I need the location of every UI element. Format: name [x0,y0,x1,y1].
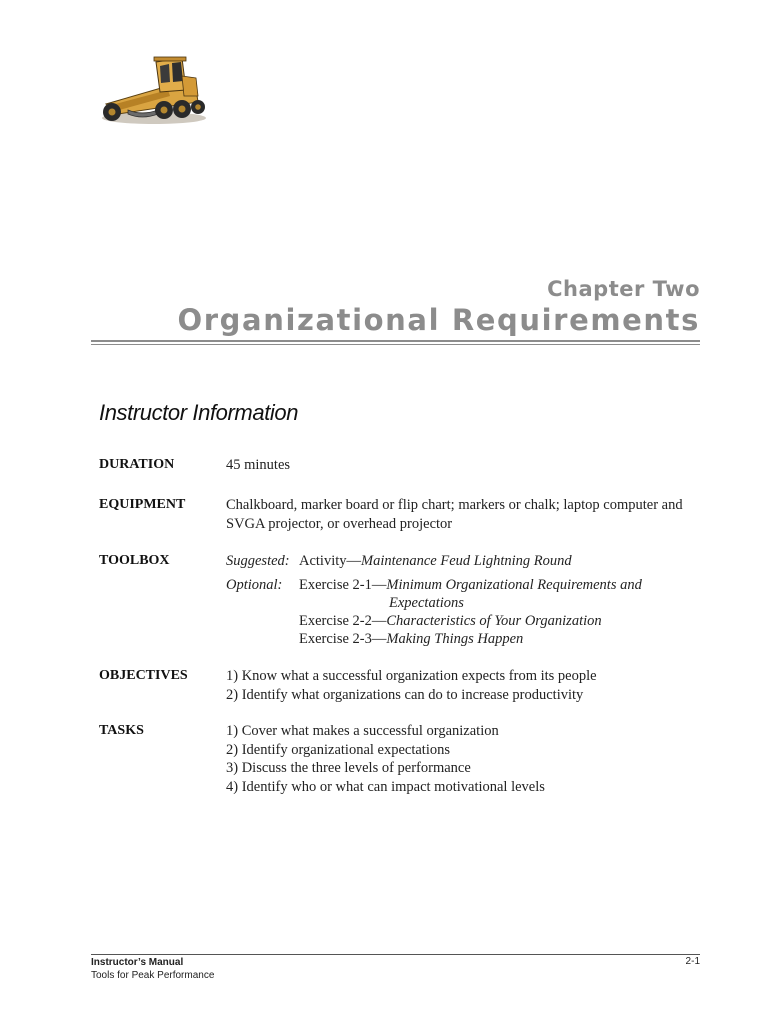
footer-book: Tools for Peak Performance [91,970,215,981]
objective-item: 1) Know what a successful organization expects from its people [226,668,597,684]
exercise-main: Exercise 2-1— [299,577,387,593]
task-item: 3) Discuss the three levels of performance [226,760,471,776]
suggested-activity [299,552,572,571]
chapter-label: Chapter Two [547,277,700,301]
duration-label: DURATION [99,457,175,472]
exercise-main: Exercise 2-2— [299,613,387,629]
exercise-title: Characteristics of Your Organization [386,613,602,629]
objective-item: 2) Identify what organizations can do to increase productivity [226,686,584,703]
equipment-label: EQUIPMENT [99,497,186,512]
suggested-prefix: Suggested: [226,553,290,569]
motor-grader-icon [98,52,208,128]
page-number: 2-1 [685,956,700,967]
equipment-value [226,496,706,533]
optional-prefix: Optional: [226,577,283,593]
duration-value: 45 minutes [226,457,291,473]
exercise-item [299,576,642,595]
equipment-line: SVGA projector, or overhead projector [226,515,453,532]
toolbox-value [226,552,706,648]
footer-rule [91,954,700,955]
exercise-item [299,612,602,631]
toolbox-label: TOOLBOX [99,553,170,568]
section-heading: Instructor Information [99,400,299,425]
suggested-main: Activity— [299,553,362,569]
task-item: 1) Cover what makes a successful organization [226,723,499,739]
objectives-value [226,667,706,704]
exercise-main: Exercise 2-3— [299,631,387,647]
task-item: 4) Identify who or what can impact motivational levels [226,778,545,795]
tasks-value [226,722,706,796]
objectives-label: OBJECTIVES [99,668,188,683]
toolbox-suggested [226,552,706,570]
footer-left [91,956,214,982]
toolbox-exercise-cont [226,594,706,612]
chapter-title: Organizational Requirements [177,303,700,337]
task-item: 2) Identify organizational expectations [226,741,450,758]
exercise-title: Making Things Happen [386,631,524,647]
footer-manual: Instructor’s Manual [91,957,184,968]
title-rule-top [91,340,700,342]
exercise-title: Minimum Organizational Requirements and [386,577,642,593]
suggested-title: Maintenance Feud Lightning Round [361,553,572,569]
exercise-title-cont: Expectations [389,595,464,611]
toolbox-exercise [226,612,706,630]
toolbox-exercise [226,630,706,648]
toolbox-optional [226,576,706,594]
exercise-item [299,630,523,649]
title-rule-bottom [91,344,700,345]
equipment-line: Chalkboard, marker board or flip chart; markers or chalk; laptop computer and [226,497,683,513]
tasks-label: TASKS [99,723,144,738]
